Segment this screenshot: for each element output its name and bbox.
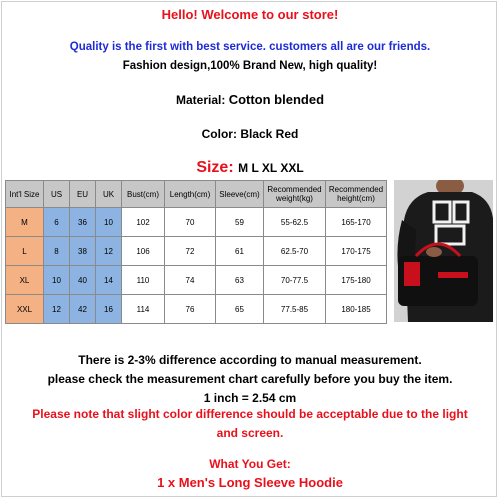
table-cell: 72: [165, 237, 216, 266]
table-cell: 14: [96, 266, 122, 295]
table-row: [6, 208, 387, 237]
material-value: Cotton blended: [228, 92, 325, 107]
material-line: [0, 92, 500, 107]
size-chart-table: [5, 180, 387, 324]
table-header-cell: Sleeve(cm): [216, 181, 264, 208]
table-row: [6, 295, 387, 324]
size-line: [0, 159, 500, 177]
color-value: Black Red: [240, 127, 299, 141]
table-cell: 8: [44, 237, 70, 266]
table-cell: 10: [44, 266, 70, 295]
table-cell: 74: [165, 266, 216, 295]
inch-conversion: 1 inch = 2.54 cm: [203, 391, 297, 405]
measurement-difference-note: There is 2-3% difference according to manual measurement.: [78, 353, 422, 367]
table-cell: 12: [96, 237, 122, 266]
table-cell: 62.5-70: [264, 237, 326, 266]
table-cell: 16: [96, 295, 122, 324]
table-cell: 114: [122, 295, 165, 324]
table-cell: 180-185: [326, 295, 387, 324]
color-label: Color:: [201, 127, 237, 141]
table-cell: XL: [6, 266, 44, 295]
table-cell: 76: [165, 295, 216, 324]
table-cell: 42: [70, 295, 96, 324]
table-cell: 36: [70, 208, 96, 237]
package-item: 1 x Men's Long Sleeve Hoodie: [157, 475, 343, 490]
table-cell: M: [6, 208, 44, 237]
table-header-cell: UK: [96, 181, 122, 208]
fashion-statement: Fashion design,100% Brand New, high quality!: [122, 60, 378, 72]
material-label: Material:: [175, 93, 226, 107]
product-photo-svg: [394, 180, 493, 322]
table-cell: 106: [122, 237, 165, 266]
table-header-cell: EU: [70, 181, 96, 208]
table-cell: 70-77.5: [264, 266, 326, 295]
table-header-cell: Int'l Size: [6, 181, 44, 208]
table-header-cell: Recommended height(cm): [326, 181, 387, 208]
table-row: [6, 237, 387, 266]
table-cell: L: [6, 237, 44, 266]
table-header-cell: Bust(cm): [122, 181, 165, 208]
table-header-cell: Length(cm): [165, 181, 216, 208]
table-cell: 110: [122, 266, 165, 295]
product-photo: [394, 180, 493, 322]
table-cell: 40: [70, 266, 96, 295]
table-header-row: [6, 181, 387, 208]
quality-statement: Quality is the first with best service. customers all are our friends.: [69, 41, 431, 53]
table-cell: 61: [216, 237, 264, 266]
welcome-heading: Hello! Welcome to our store!: [161, 7, 339, 22]
measurement-check-note: please check the measurement chart carefully before you buy the item.: [47, 372, 453, 386]
table-row: [6, 266, 387, 295]
table-cell: 165-170: [326, 208, 387, 237]
size-values: M L XL XXL: [238, 161, 304, 175]
table-cell: 12: [44, 295, 70, 324]
color-line: [0, 127, 500, 141]
table-cell: XXL: [6, 295, 44, 324]
table-cell: 55-62.5: [264, 208, 326, 237]
size-label: Size:: [196, 159, 234, 176]
table-cell: 175-180: [326, 266, 387, 295]
table-cell: 38: [70, 237, 96, 266]
table-cell: 170-175: [326, 237, 387, 266]
table-cell: 10: [96, 208, 122, 237]
table-header-cell: US: [44, 181, 70, 208]
table-header-cell: Recommended weight(kg): [264, 181, 326, 208]
color-difference-note-line2: and screen.: [216, 426, 284, 440]
what-you-get-heading: What You Get:: [209, 457, 291, 471]
table-cell: 70: [165, 208, 216, 237]
table-cell: 77.5-85: [264, 295, 326, 324]
table-cell: 65: [216, 295, 264, 324]
color-difference-note-line1: Please note that slight color difference should be acceptable due to the light: [32, 407, 468, 421]
table-cell: 63: [216, 266, 264, 295]
table-cell: 59: [216, 208, 264, 237]
table-cell: 6: [44, 208, 70, 237]
table-cell: 102: [122, 208, 165, 237]
